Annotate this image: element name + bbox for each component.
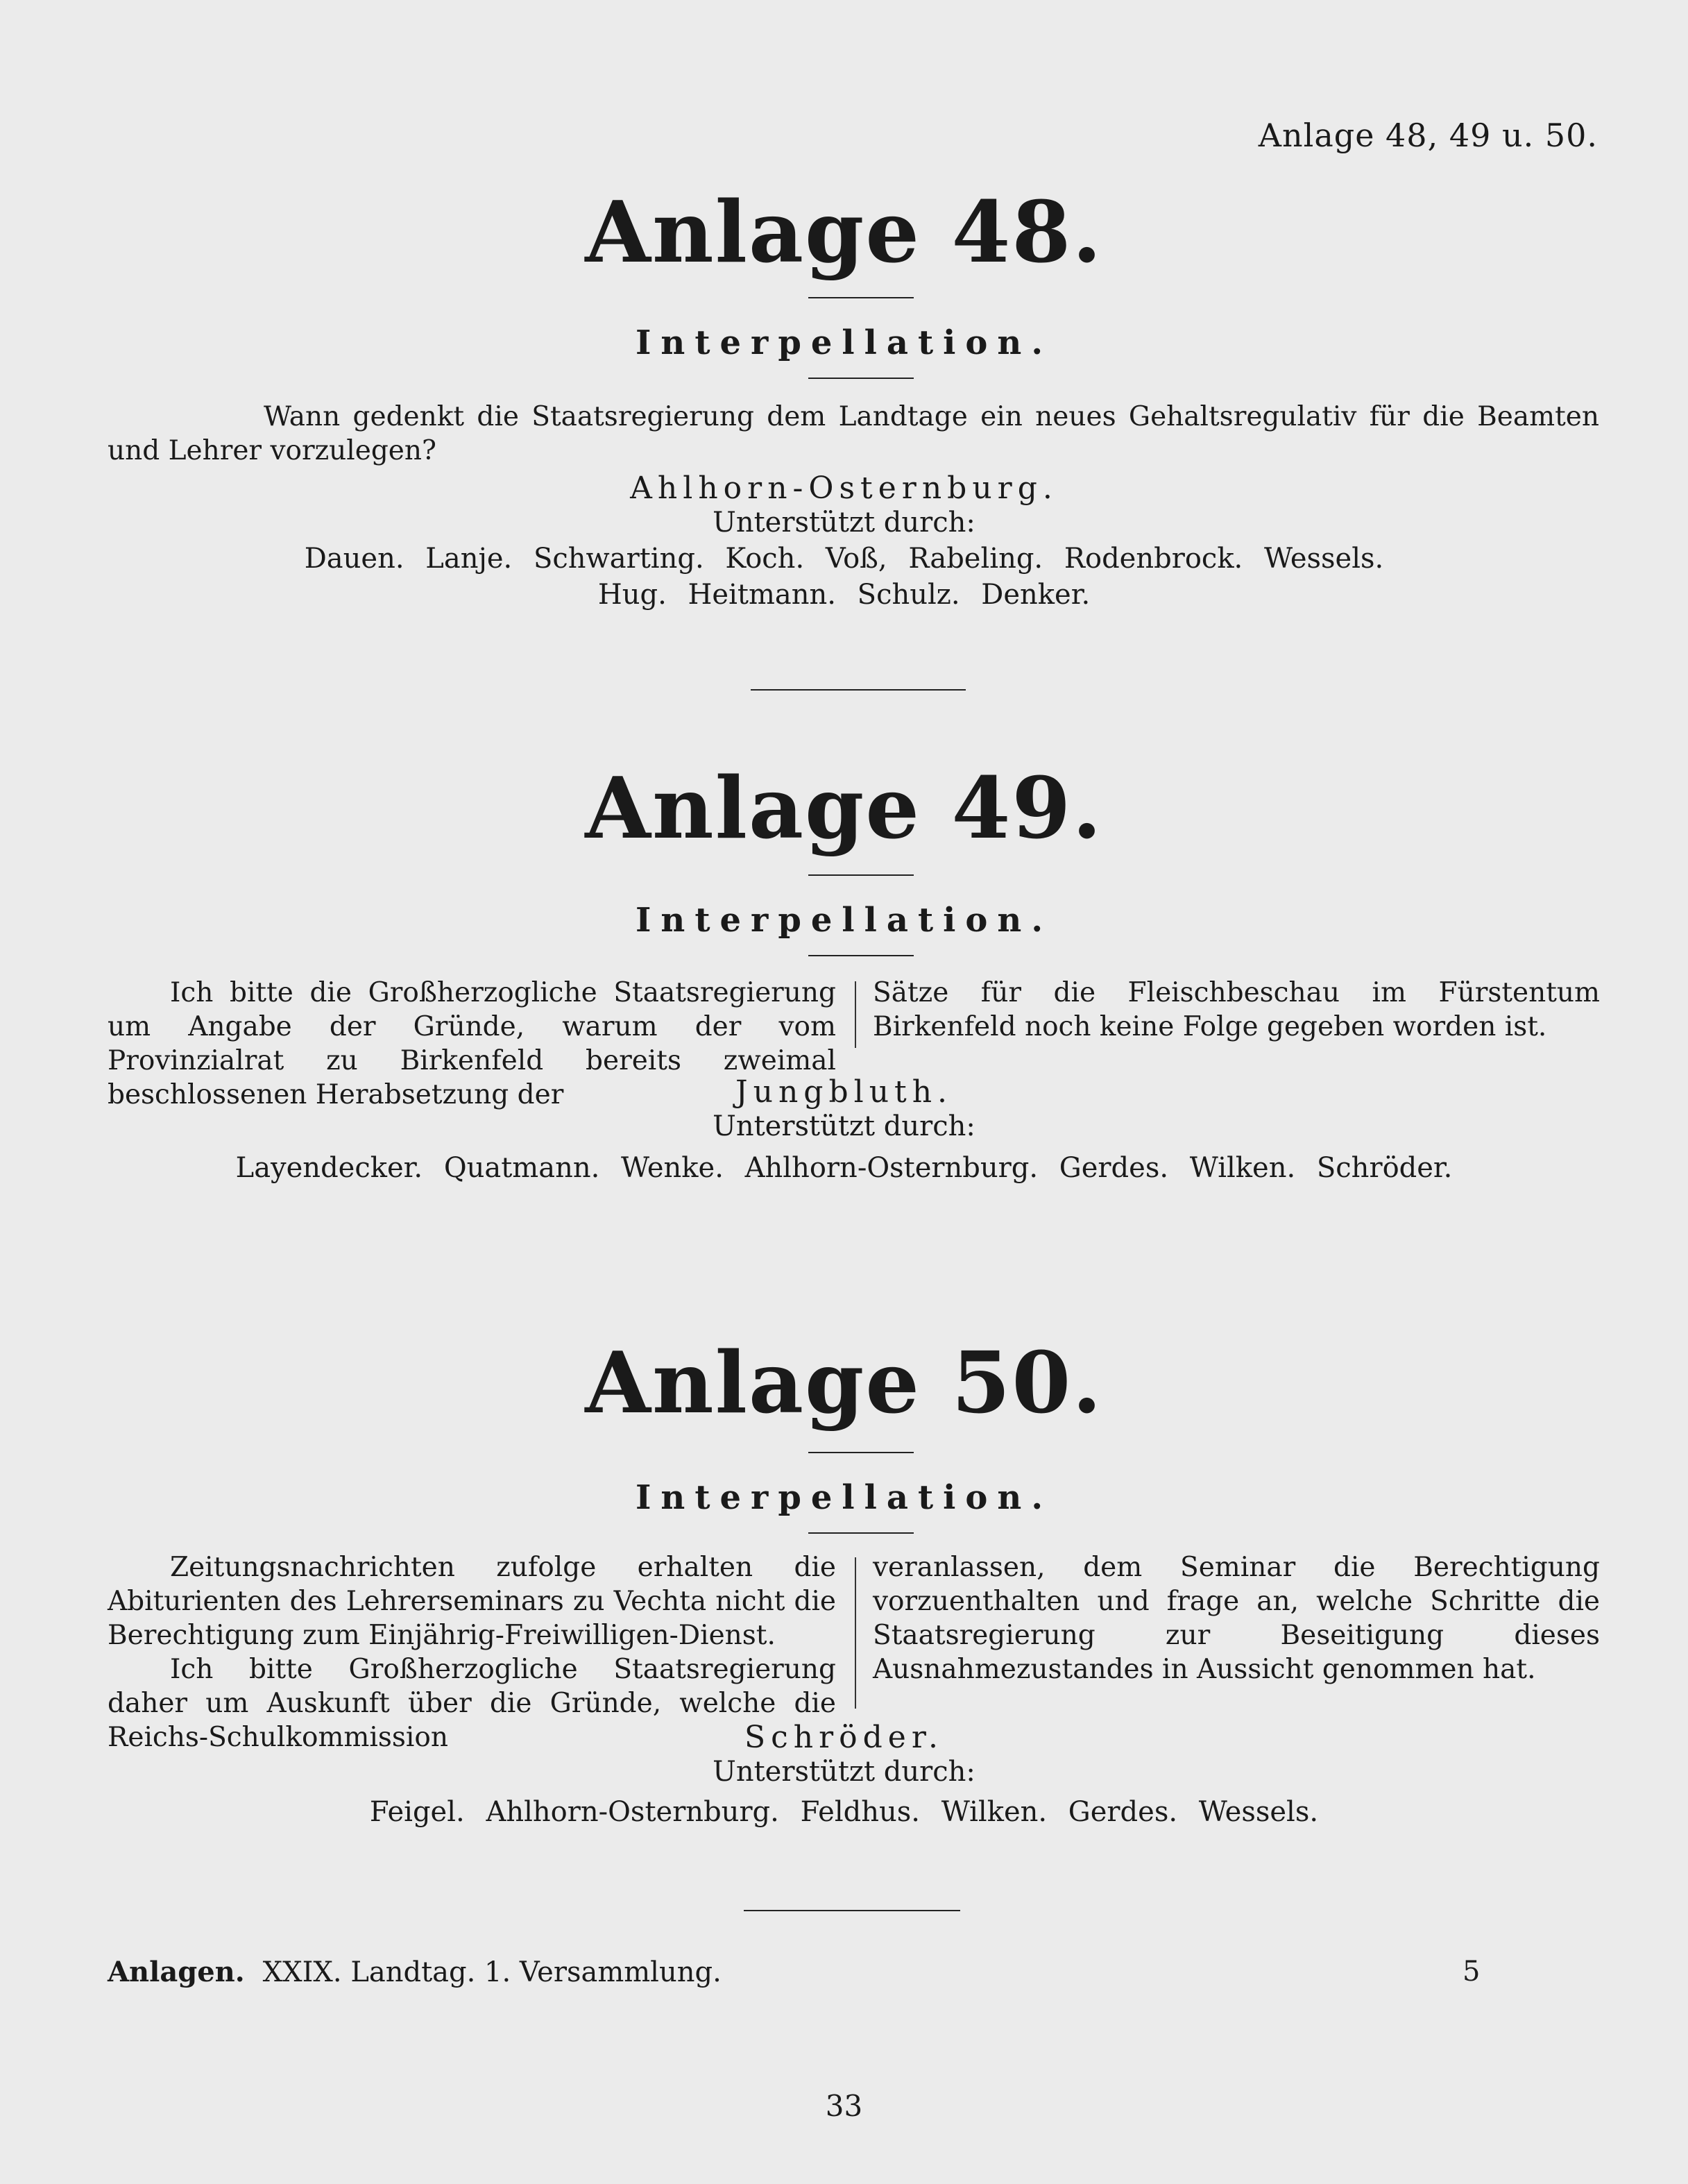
anlage-48-supporters-line1: Dauen. Lanje. Schwarting. Koch. Voß, Rabeling. Rodenbrock. Wessels.	[304, 543, 1384, 575]
anlage-48-subtitle: Interpellation.	[635, 323, 1053, 362]
divider-rule	[808, 955, 914, 956]
anlage-48-supported-by: Unterstützt durch:	[713, 507, 975, 539]
divider-rule	[808, 874, 914, 876]
anlage-50-supported-by: Unterstützt durch:	[713, 1756, 975, 1788]
footer-text: XXIX. Landtag. 1. Versammlung.	[262, 1956, 722, 1988]
footer-left	[108, 1956, 722, 1988]
anlage-49-subtitle: Interpellation.	[635, 901, 1053, 940]
anlage-50-left-paragraph-1: Zeitungsnachrichten zufolge erhalten die Abiturienten des Lehrerseminars zu Vechta nicht die Berechtigung zum Einjährig-Freiwilligen-Dienst.	[108, 1552, 836, 1651]
section-separator	[744, 1910, 960, 1911]
section-separator	[751, 689, 966, 691]
anlage-49-supported-by: Unterstützt durch:	[713, 1110, 975, 1142]
anlage-48-title: Anlage 48.	[585, 182, 1103, 282]
running-head: Anlage 48, 49 u. 50.	[1258, 117, 1598, 154]
anlage-49-supporters-line1: Layendecker. Quatmann. Wenke. Ahlhorn-Osternburg. Gerdes. Wilken. Schröder.	[235, 1152, 1453, 1184]
anlage-49-title: Anlage 49.	[585, 758, 1103, 858]
anlage-49-signer: Jungbluth.	[735, 1074, 953, 1110]
anlage-48-signer: Ahlhorn-Osternburg.	[630, 471, 1058, 506]
anlage-48-supporters-line2: Hug. Heitmann. Schulz. Denker.	[597, 579, 1091, 611]
anlage-50-title: Anlage 50.	[585, 1332, 1103, 1432]
divider-rule	[808, 297, 914, 298]
divider-rule	[808, 378, 914, 379]
anlage-50-left-paragraph-2: Ich bitte Großherzogliche Staatsregierung daher um Auskunft über die Gründe, welche die Reichs-Schulkommission	[108, 1654, 836, 1753]
footer-label: Anlagen.	[108, 1956, 245, 1988]
anlage-50-right-column: veranlassen, dem Seminar die Berechtigung vorzuenthalten und frage an, welche Schritte die Staatsregierung zur Beseitigung dieses Ausnahmezustandes in Aussicht genommen hat.	[873, 1552, 1600, 1685]
anlage-50-subtitle: Interpellation.	[635, 1478, 1053, 1517]
signature-number: 5	[1463, 1956, 1481, 1988]
anlage-49-left-column: Ich bitte die Großherzogliche Staatsregierung um Angabe der Gründe, warum der vom Provinzialrat zu Birkenfeld bereits zweimal beschlossenen Herabsetzung der	[108, 977, 836, 1110]
anlage-48-text: Wann gedenkt die Staatsregierung dem Landtage ein neues Gehaltsregulativ für die Beamten und Lehrer vorzulegen?	[108, 401, 1599, 466]
column-divider	[855, 981, 856, 1048]
page-number: 33	[825, 2089, 863, 2123]
column-divider	[855, 1557, 856, 1709]
anlage-50-supporters-line1: Feigel. Ahlhorn-Osternburg. Feldhus. Wilken. Gerdes. Wessels.	[369, 1796, 1319, 1828]
divider-rule	[808, 1452, 914, 1453]
anlage-49-right-column: Sätze für die Fleischbeschau im Fürstentum Birkenfeld noch keine Folge gegeben worden ist.	[873, 977, 1600, 1042]
anlage-50-signer: Schröder.	[744, 1720, 944, 1755]
divider-rule	[808, 1532, 914, 1534]
